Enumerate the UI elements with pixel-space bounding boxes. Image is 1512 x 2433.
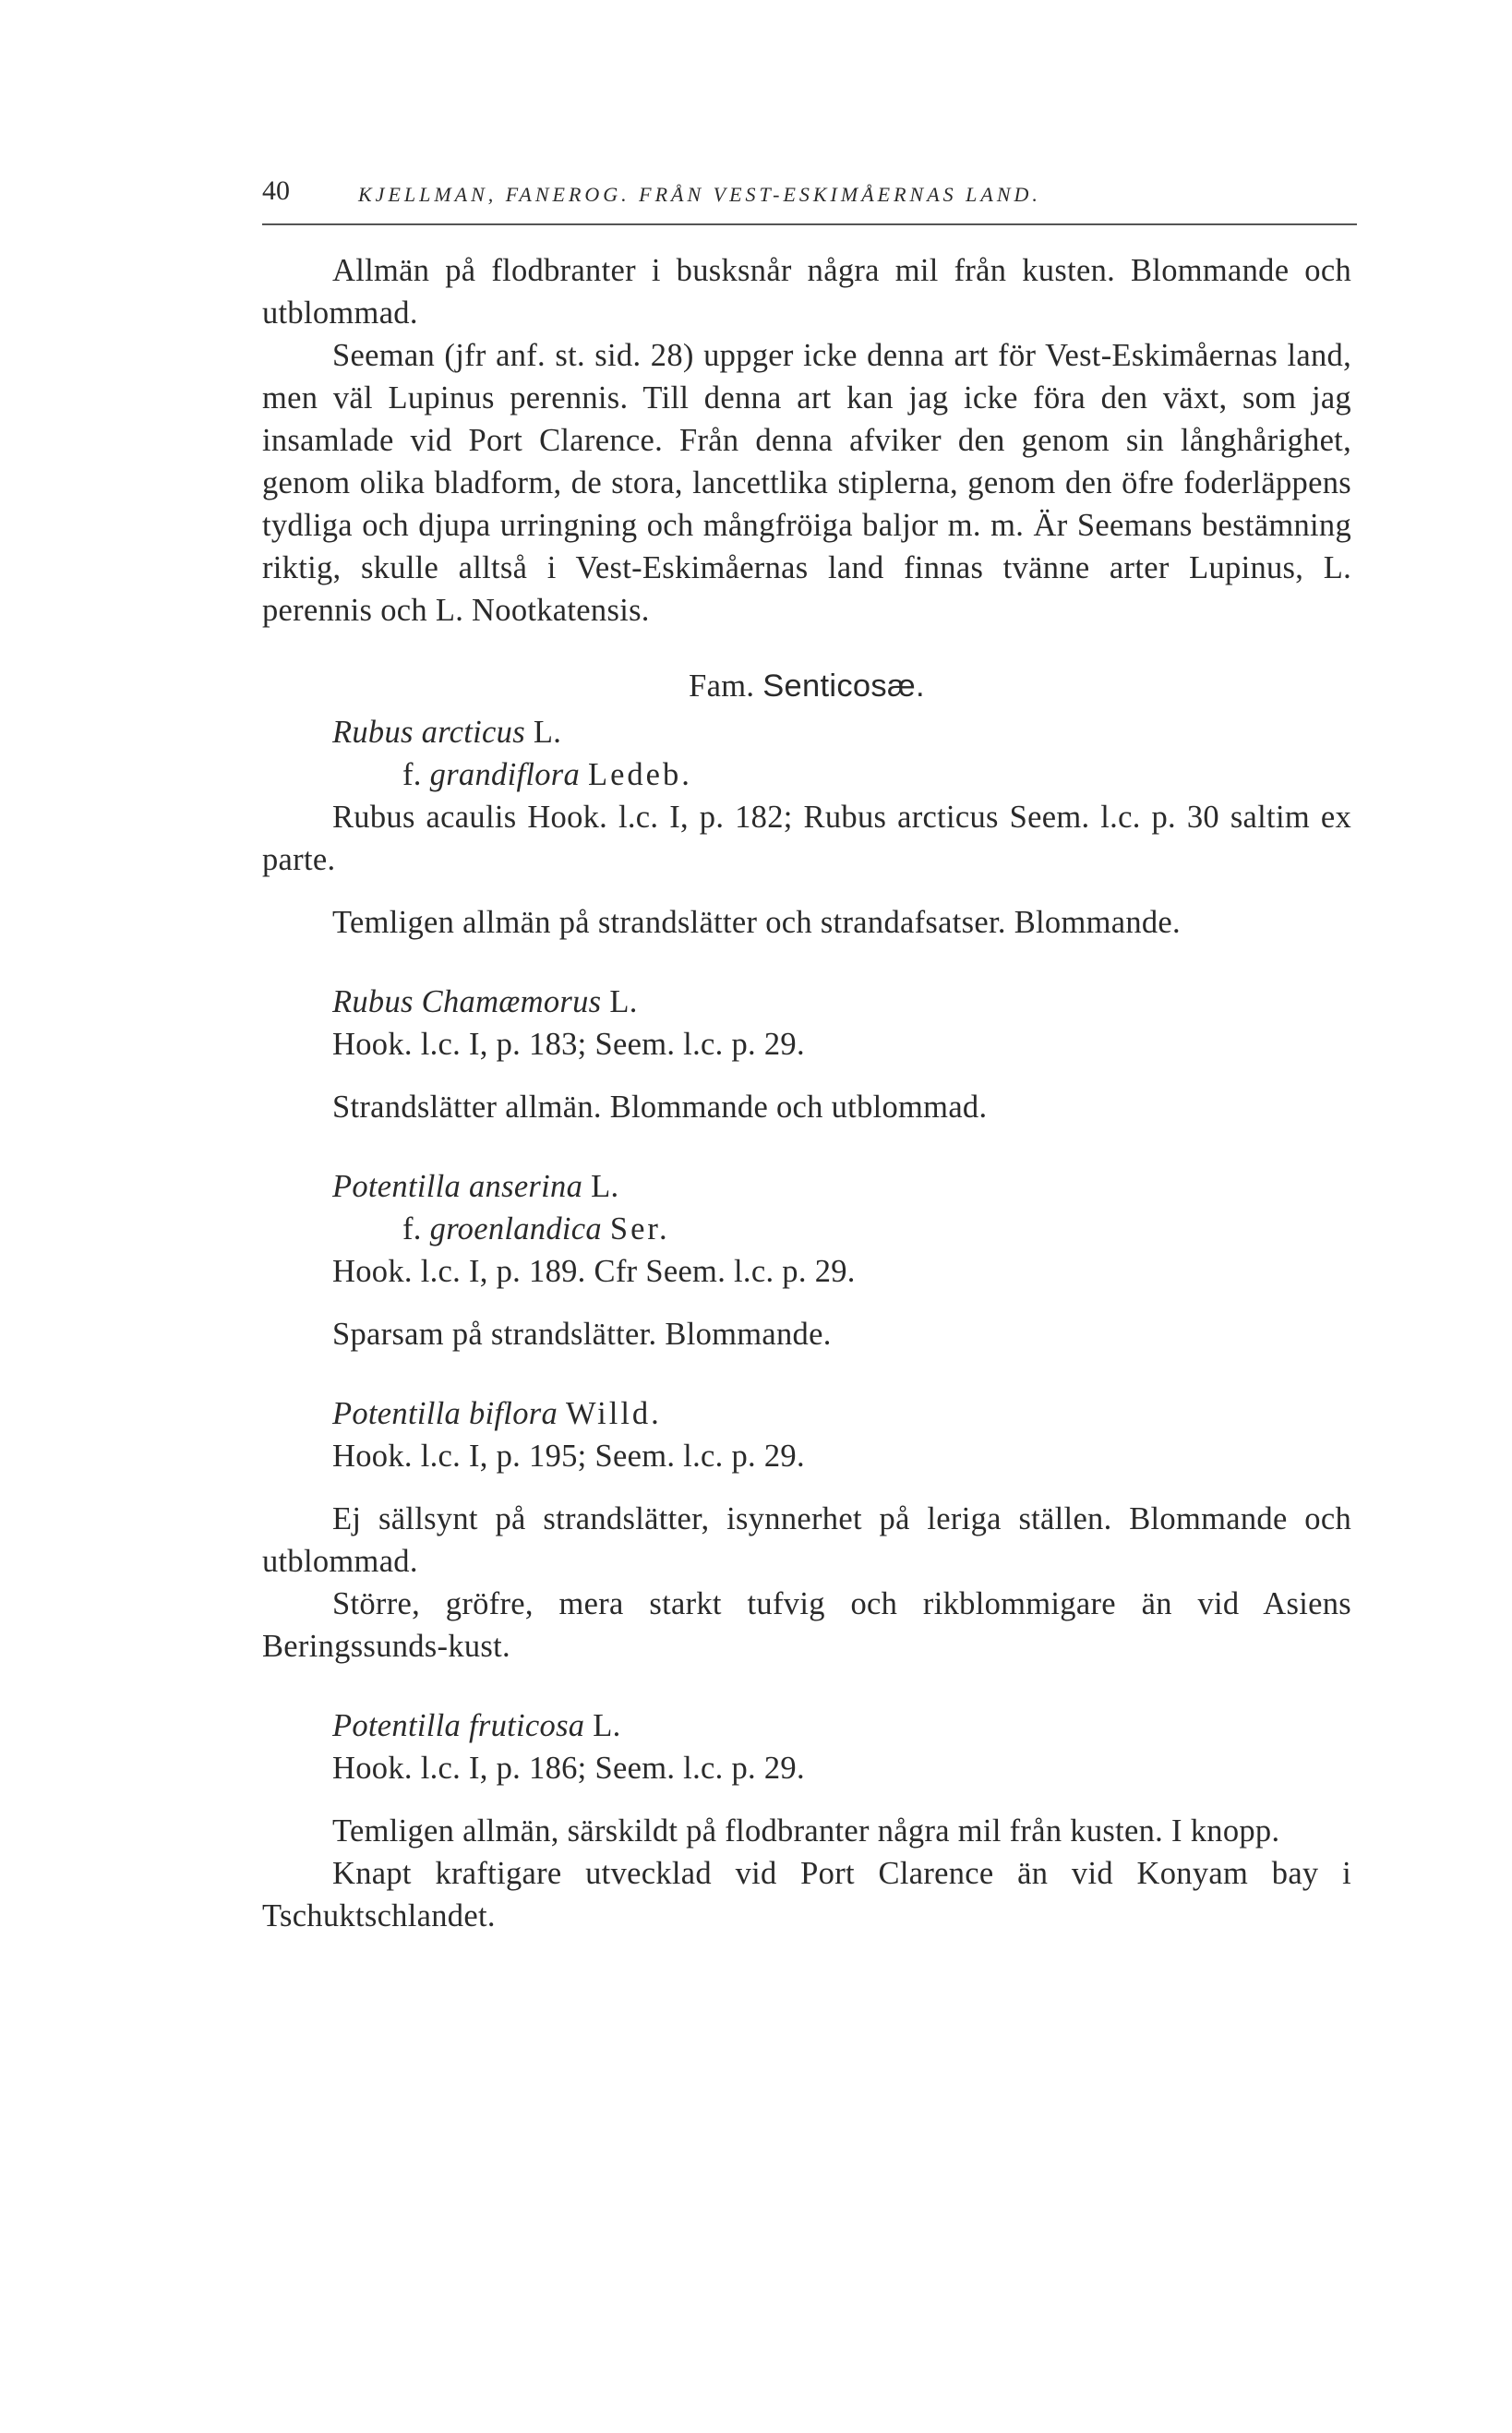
species-name: Potentilla fruticosa: [332, 1708, 585, 1743]
species-entry: [262, 1165, 1351, 1355]
species-entry: [262, 711, 1351, 944]
species-reference: Hook. l.c. I, p. 186; Seem. l.c. p. 29.: [332, 1751, 805, 1786]
page-number: 40: [262, 175, 290, 206]
page-header: [262, 175, 1357, 225]
species-entry: [262, 1704, 1351, 1937]
species-entry: [262, 1392, 1351, 1668]
intro-paragraph-2: Seeman (jfr anf. st. sid. 28) uppger icke denna art för Vest-Eskimåernas land, men väl Lupinus perennis. Till denna art kan jag icke föra den växt, som jag insamlade vid Port Clarence. Från denna afviker den genom sin långhårighet, genom olika bladform, de stora, lancettlika stiplerna, genom den öfre foderläppens tydliga och djupa urringning och mångfröiga baljor m. m. Är Seemans bestämning riktig, skulle alltså i Vest-Eskimåernas land finnas tvänne arter Lupinus, L. perennis och L. Nootkatensis.: [262, 338, 1351, 628]
family-prefix: Fam.: [689, 668, 755, 704]
species-name-line: [262, 711, 1351, 753]
species-name: Potentilla anserina: [332, 1169, 583, 1204]
species-reference: Hook. l.c. I, p. 183; Seem. l.c. p. 29.: [332, 1027, 805, 1062]
form-prefix: f.: [402, 757, 422, 792]
form-author: Ser.: [609, 1211, 670, 1247]
species-name: Rubus arcticus: [332, 715, 525, 750]
running-head: KJELLMAN, FANEROG. FRÅN VEST-ESKIMÅERNAS LAND.: [358, 183, 1041, 206]
form-prefix: f.: [402, 1211, 422, 1247]
species-name: Rubus Chamæmorus: [332, 984, 602, 1019]
species-name: Potentilla biflora: [332, 1396, 558, 1431]
species-author: L.: [609, 984, 638, 1019]
family-heading: [262, 665, 1351, 707]
species-author: L.: [533, 715, 562, 750]
species-note: Temligen allmän på strandslätter och strandafsatser. Blommande.: [332, 905, 1181, 940]
species-name-line: [262, 1392, 1351, 1435]
species-reference: Hook. l.c. I, p. 195; Seem. l.c. p. 29.: [332, 1439, 805, 1474]
form-name: grandiflora: [429, 757, 581, 792]
species-reference: Rubus acaulis Hook. l.c. I, p. 182; Rubus arcticus Seem. l.c. p. 30 saltim ex parte.: [262, 800, 1351, 877]
species-note: Temligen allmän, särskildt på flodbranter några mil från kusten. I knopp.: [332, 1813, 1280, 1849]
species-name-line: [262, 981, 1351, 1023]
species-note: Sparsam på strandslätter. Blommande.: [332, 1317, 832, 1352]
species-note: Större, gröfre, mera starkt tufvig och rikblommigare än vid Asiens Beringssunds-kust.: [262, 1586, 1351, 1664]
species-name-line: [262, 1704, 1351, 1747]
form-name: groenlandica: [429, 1211, 602, 1247]
species-entry: [262, 981, 1351, 1128]
intro-paragraph-1: Allmän på flodbranter i busksnår några mil från kusten. Blommande och utblommad.: [262, 253, 1351, 331]
form-author: Ledeb.: [588, 757, 692, 792]
form-line: [262, 1208, 1351, 1250]
species-note: Ej sällsynt på strandslätter, isynnerhet på leriga ställen. Blommande och utblommad.: [262, 1501, 1351, 1579]
family-name: Senticosæ.: [762, 668, 925, 704]
species-author: Willd.: [565, 1396, 662, 1431]
species-author: L.: [591, 1169, 619, 1204]
species-note: Knapt kraftigare utvecklad vid Port Clarence än vid Konyam bay i Tschuktschlandet.: [262, 1856, 1351, 1933]
species-author: L.: [593, 1708, 621, 1743]
form-line: [262, 753, 1351, 796]
page-body: [262, 249, 1351, 1937]
species-reference: Hook. l.c. I, p. 189. Cfr Seem. l.c. p. 29.: [332, 1254, 856, 1289]
species-note: Strandslätter allmän. Blommande och utblommad.: [332, 1090, 988, 1125]
species-name-line: [262, 1165, 1351, 1208]
